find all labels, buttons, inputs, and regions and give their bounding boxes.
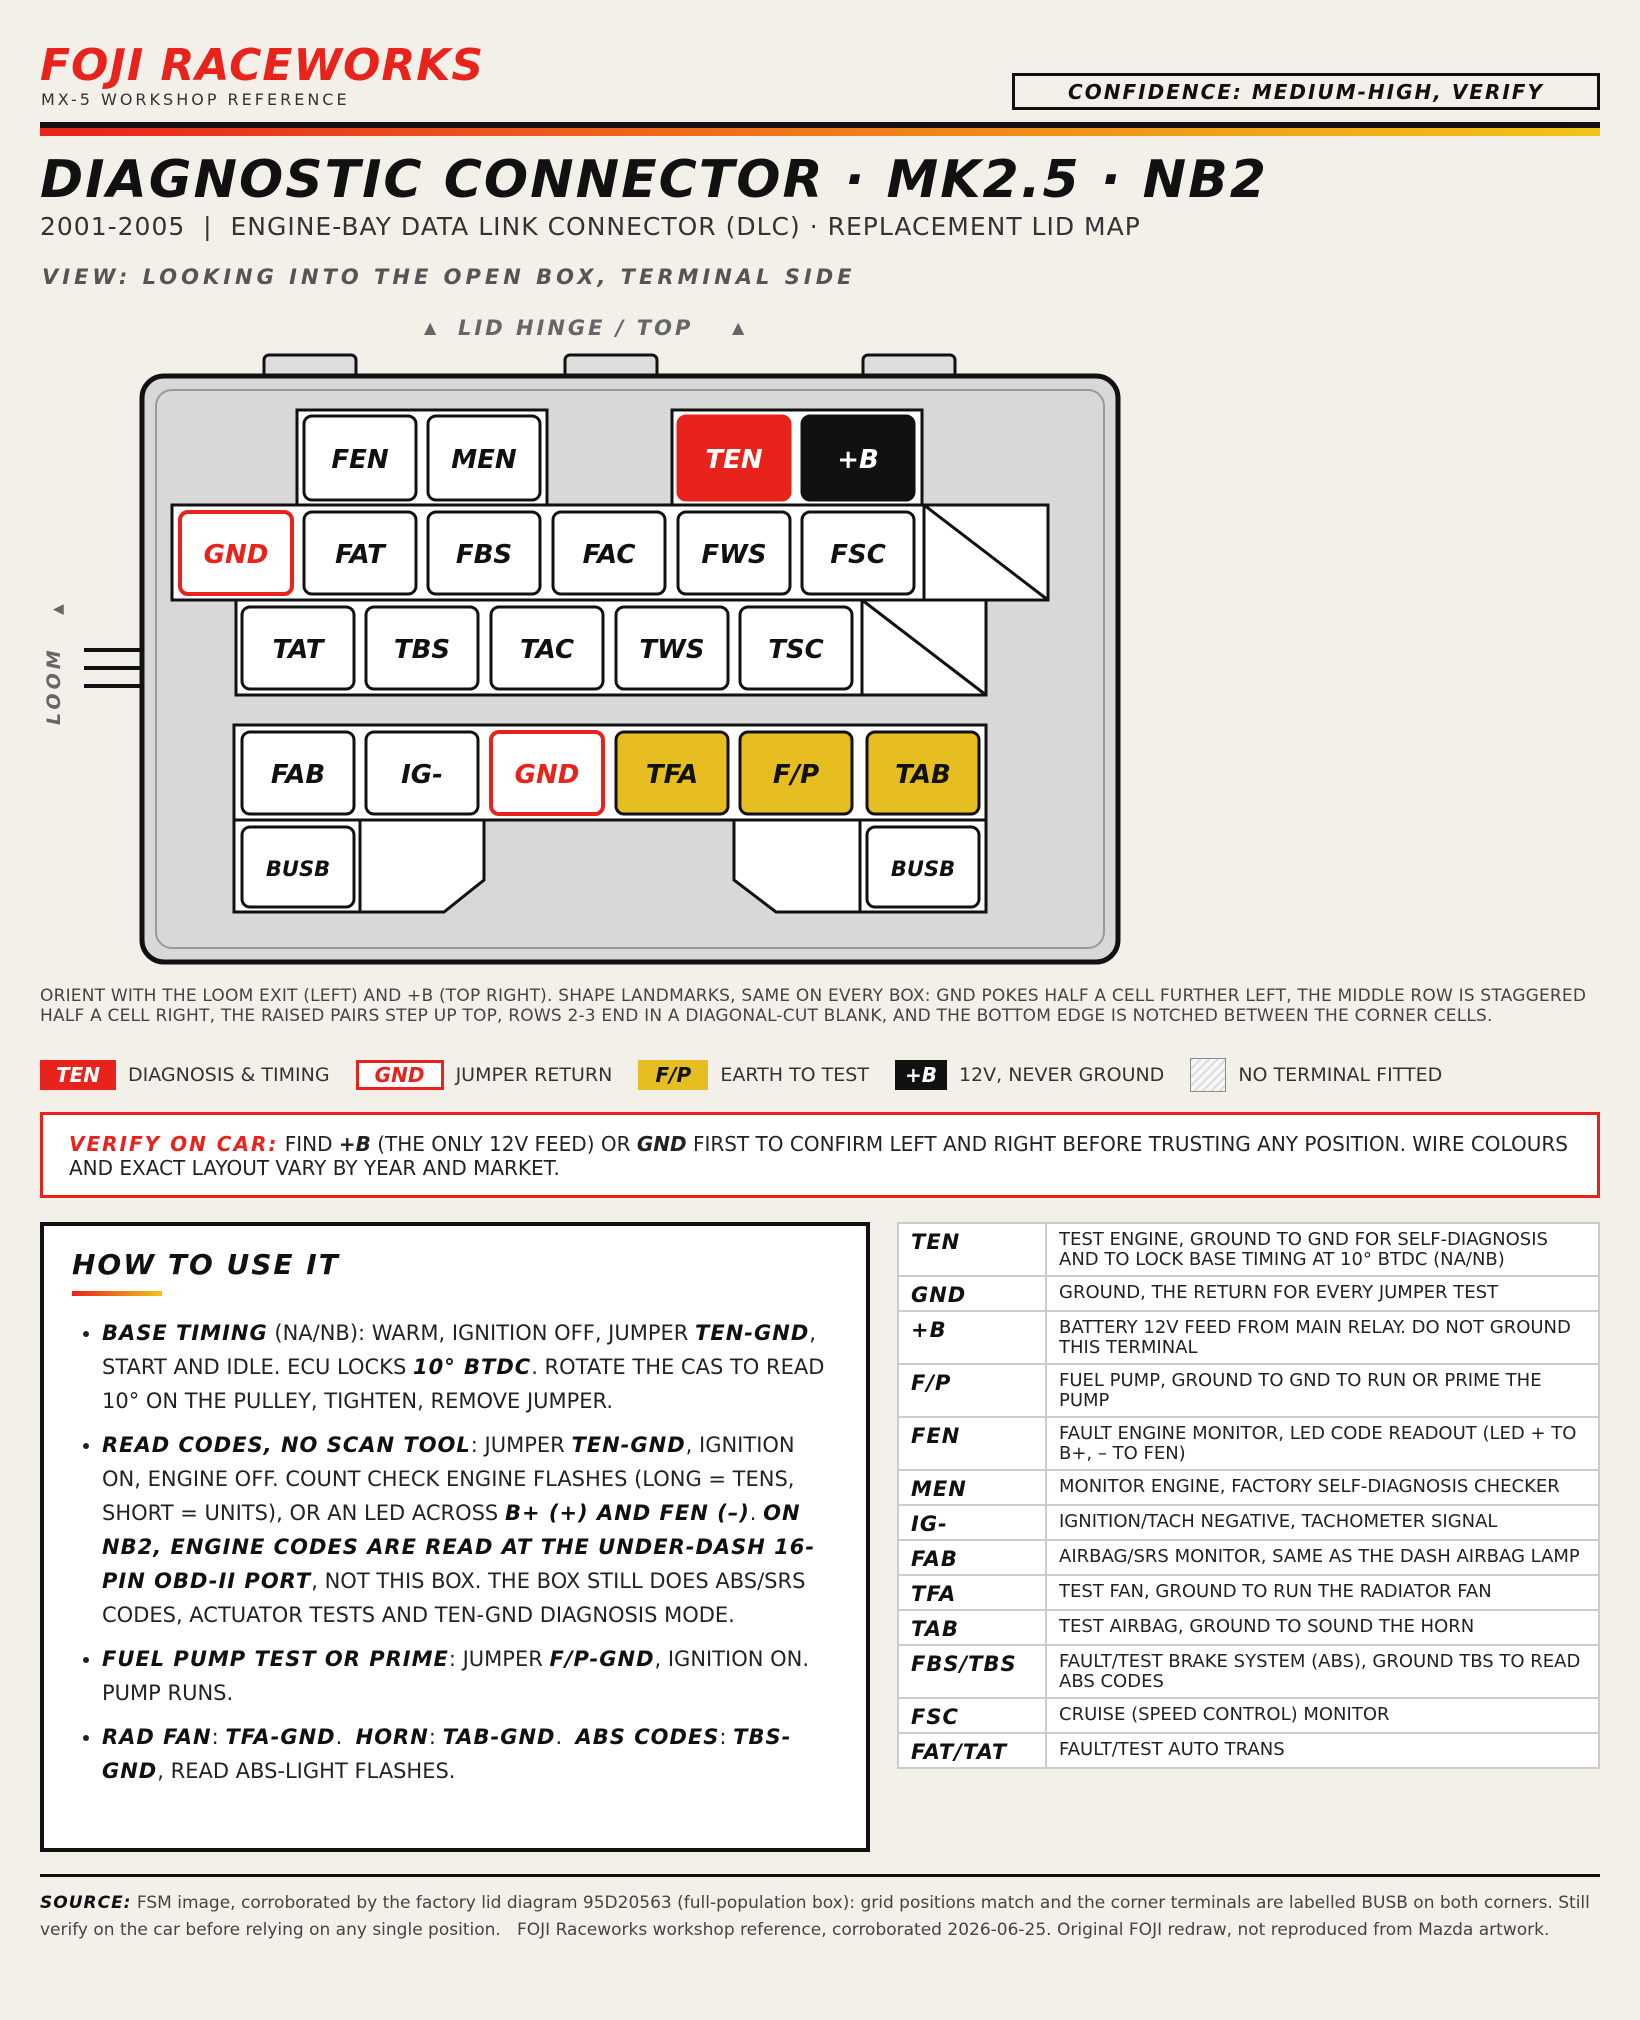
svg-text:FEN: FEN: [331, 445, 389, 475]
term-description: CRUISE (SPEED CONTROL) MONITOR: [1046, 1698, 1599, 1733]
terminal-fac[interactable]: [553, 512, 665, 594]
terminal-gnd-lower[interactable]: [491, 732, 603, 814]
verify-emph-gnd: GND: [636, 1132, 687, 1156]
step-text: :: [428, 1725, 443, 1749]
term-description: TEST AIRBAG, GROUND TO SOUND THE HORN: [1046, 1610, 1599, 1645]
term-code: TFA: [898, 1575, 1046, 1610]
page-title: DIAGNOSTIC CONNECTOR · MK2.5 · NB2: [40, 150, 1268, 210]
term-code: TEN: [898, 1223, 1046, 1276]
svg-text:BUSB: BUSB: [890, 857, 956, 881]
connector-diagram: [40, 300, 1140, 984]
step-heading: HORN: [355, 1725, 429, 1749]
hinge-arrow-left: ▲: [424, 318, 437, 337]
svg-text:GND: GND: [514, 760, 580, 790]
step-text: .: [555, 1725, 576, 1749]
term-description: FUEL PUMP, GROUND TO GND TO RUN OR PRIME THE PUMP: [1046, 1364, 1599, 1417]
term-description: AIRBAG/SRS MONITOR, SAME AS THE DASH AIRBAG LAMP: [1046, 1540, 1599, 1575]
svg-text:TFA: TFA: [645, 760, 699, 790]
verify-text: FIND: [278, 1132, 339, 1156]
svg-text:TWS: TWS: [639, 635, 705, 665]
term-description: FAULT/TEST AUTO TRANS: [1046, 1733, 1599, 1768]
svg-text:IG-: IG-: [401, 760, 443, 790]
term-code: FSC: [898, 1698, 1046, 1733]
term-code: FEN: [898, 1417, 1046, 1470]
svg-text:GND: GND: [203, 540, 269, 570]
legend-chip-fp: F/P: [638, 1060, 708, 1090]
svg-text:TAC: TAC: [519, 635, 575, 665]
terminal-fab[interactable]: [242, 732, 354, 814]
how-to-title: HOW TO USE IT: [72, 1248, 340, 1281]
term-description: TEST FAN, GROUND TO RUN THE RADIATOR FAN: [1046, 1575, 1599, 1610]
terminal-busb-right[interactable]: [867, 827, 979, 907]
term-code: +B: [898, 1311, 1046, 1364]
legend-label: DIAGNOSIS & TIMING: [128, 1064, 330, 1086]
svg-text:TBS: TBS: [393, 635, 451, 665]
step-text: : JUMPER: [448, 1647, 550, 1671]
terminal-busb-left[interactable]: [242, 827, 354, 907]
term-description: FAULT/TEST BRAKE SYSTEM (ABS), GROUND TBS TO READ ABS CODES: [1046, 1645, 1599, 1698]
step-text: , IGNITION ON. PUMP RUNS.: [102, 1647, 810, 1705]
terminal-glossary-table: [897, 1222, 1600, 1769]
term-description: IGNITION/TACH NEGATIVE, TACHOMETER SIGNAL: [1046, 1505, 1599, 1540]
verify-heading: VERIFY ON CAR:: [69, 1132, 279, 1156]
table-row: [898, 1417, 1599, 1470]
source-text: FSM image, corroborated by the factory lid diagram 95D20563 (full-population box): grid positions match and the corner terminals are labelled BUSB on both corners. Still verify on the car before relying on any single position. FOJI Raceworks workshop reference, corroborated 2026-06-25. Original FOJI redraw, not reproduced from Mazda artwork.: [40, 1893, 1596, 1940]
terminal-fp[interactable]: [740, 732, 852, 814]
step-emph: B+ (+) AND FEN (–): [504, 1501, 750, 1525]
terminal-ten[interactable]: [678, 416, 790, 500]
term-code: FAT/TAT: [898, 1733, 1046, 1768]
svg-text:FSC: FSC: [830, 540, 886, 570]
how-to-list: [72, 1316, 838, 1788]
term-code: GND: [898, 1276, 1046, 1311]
terminal-fat[interactable]: [304, 512, 416, 594]
step-text: . ROTATE THE CAS TO READ 10° ON THE PULLEY, TIGHTEN, REMOVE JUMPER.: [102, 1355, 825, 1413]
step-heading: BASE TIMING: [102, 1321, 268, 1345]
term-code: IG-: [898, 1505, 1046, 1540]
term-description: FAULT ENGINE MONITOR, LED CODE READOUT (LED + TO B+, – TO FEN): [1046, 1417, 1599, 1470]
orientation-note: ORIENT WITH THE LOOM EXIT (LEFT) AND +B (TOP RIGHT). SHAPE LANDMARKS, SAME ON EVERY BOX: GND POKES HALF A CELL FURTHER LEFT, THE MIDDLE ROW IS STAGGERED HALF A CELL RIGHT, THE RAISED PAIRS STEP UP TOP, ROWS 2-3 END IN A DIAGONAL-CUT BLANK, AND THE BOTTOM EDGE IS NOTCHED BETWEEN THE CORNER CELLS.: [40, 986, 1587, 1026]
list-item: [102, 1720, 838, 1788]
svg-text:FAT: FAT: [335, 540, 385, 570]
table-row: [898, 1276, 1599, 1311]
legend-label: EARTH TO TEST: [720, 1064, 869, 1086]
verify-callout: [40, 1112, 1600, 1198]
svg-text:FWS: FWS: [701, 540, 767, 570]
terminal-fws[interactable]: [678, 512, 790, 594]
step-text: :: [719, 1725, 734, 1749]
term-code: TAB: [898, 1610, 1046, 1645]
terminal-tab[interactable]: [867, 732, 979, 814]
legend-label: NO TERMINAL FITTED: [1238, 1064, 1443, 1086]
step-heading: READ CODES, NO SCAN TOOL: [102, 1433, 471, 1457]
legend-item-blank: [1190, 1058, 1442, 1092]
table-row: [898, 1610, 1599, 1645]
table-row: [898, 1223, 1599, 1276]
step-emph: TEN-GND: [695, 1321, 810, 1345]
terminal-plus-b[interactable]: [802, 416, 914, 500]
step-text: :: [211, 1725, 226, 1749]
svg-text:BUSB: BUSB: [265, 857, 331, 881]
step-emph: ON NB2, ENGINE CODES ARE READ AT THE UNDER-DASH 16-PIN OBD-II PORT: [102, 1501, 816, 1593]
verify-text: (THE ONLY 12V FEED) OR: [370, 1132, 637, 1156]
term-code: FAB: [898, 1540, 1046, 1575]
page-subtitle: 2001-2005 | ENGINE-BAY DATA LINK CONNECTOR (DLC) · REPLACEMENT LID MAP: [40, 212, 1141, 241]
loom-arrow: ▲: [50, 604, 66, 615]
legend-chip-gnd: GND: [356, 1060, 444, 1090]
legend-label: JUMPER RETURN: [455, 1064, 613, 1086]
table-row: [898, 1311, 1599, 1364]
svg-text:FAC: FAC: [582, 540, 636, 570]
confidence-badge: CONFIDENCE: MEDIUM-HIGH, VERIFY: [1012, 73, 1600, 110]
terminal-fen[interactable]: [304, 416, 416, 500]
brand-logo: FOJI RACEWORKS: [40, 40, 485, 91]
verify-text: FIRST TO CONFIRM LEFT AND RIGHT BEFORE TRUSTING ANY POSITION. WIRE COLOURS AND EXACT LAYOUT VARY BY YEAR AND MARKET.: [69, 1132, 1568, 1180]
svg-text:TAB: TAB: [895, 760, 951, 790]
step-text: , IGNITION ON, ENGINE OFF. COUNT CHECK ENGINE FLASHES (LONG = TENS, SHORT = UNITS), OR AN LED ACROSS: [102, 1433, 795, 1525]
terminal-fbs[interactable]: [428, 512, 540, 594]
how-to-panel: [40, 1222, 870, 1852]
legend-item-gnd: [356, 1060, 613, 1090]
term-code: MEN: [898, 1470, 1046, 1505]
footer-rule: [40, 1874, 1600, 1877]
step-heading: ABS CODES: [575, 1725, 720, 1749]
legend-item-ten: [40, 1060, 330, 1090]
step-text: .: [335, 1725, 356, 1749]
svg-text:FBS: FBS: [455, 540, 513, 570]
step-heading: RAD FAN: [102, 1725, 212, 1749]
terminal-tws[interactable]: [616, 607, 728, 689]
step-emph: 10° BTDC: [412, 1355, 532, 1379]
term-code: F/P: [898, 1364, 1046, 1417]
list-item: [102, 1316, 838, 1418]
terminal-men[interactable]: [428, 416, 540, 500]
terminal-ig-minus[interactable]: [366, 732, 478, 814]
step-text: , NOT THIS BOX. THE BOX STILL DOES ABS/SRS CODES, ACTUATOR TESTS AND TEN-GND DIAGNOSIS MODE.: [102, 1569, 806, 1627]
legend-chip-plus-b: +B: [895, 1060, 947, 1090]
table-row: [898, 1733, 1599, 1768]
terminal-tac[interactable]: [491, 607, 603, 689]
legend: [40, 1058, 1468, 1092]
step-emph: TBS-GND: [102, 1725, 792, 1783]
brand-subtitle: MX-5 WORKSHOP REFERENCE: [41, 90, 350, 109]
term-code: FBS/TBS: [898, 1645, 1046, 1698]
table-row: [898, 1645, 1599, 1698]
step-heading: FUEL PUMP TEST OR PRIME: [102, 1647, 449, 1671]
table-row: [898, 1540, 1599, 1575]
svg-text:TSC: TSC: [768, 635, 824, 665]
step-text: (NA/NB): WARM, IGNITION OFF, JUMPER: [267, 1321, 696, 1345]
view-label: VIEW: LOOKING INTO THE OPEN BOX, TERMINAL SIDE: [42, 265, 856, 289]
term-description: BATTERY 12V FEED FROM MAIN RELAY. DO NOT GROUND THIS TERMINAL: [1046, 1311, 1599, 1364]
step-text: .: [749, 1501, 764, 1525]
step-text: , READ ABS-LIGHT FLASHES.: [157, 1759, 456, 1783]
svg-text:FAB: FAB: [270, 760, 326, 790]
terminal-fsc[interactable]: [802, 512, 914, 594]
svg-text:MEN: MEN: [451, 445, 517, 475]
terminal-tfa[interactable]: [616, 732, 728, 814]
verify-emph-b: +B: [338, 1132, 371, 1156]
step-emph: F/P-GND: [549, 1647, 655, 1671]
table-row: [898, 1364, 1599, 1417]
lid-hinge-label: LID HINGE / TOP: [458, 316, 694, 340]
terminal-tat[interactable]: [242, 607, 354, 689]
how-to-accent-rule: [72, 1291, 162, 1296]
list-item: [102, 1428, 838, 1632]
step-emph: TEN-GND: [571, 1433, 686, 1457]
svg-text:+B: +B: [837, 445, 879, 475]
table-row: [898, 1698, 1599, 1733]
table-row: [898, 1575, 1599, 1610]
source-footnote: [40, 1890, 1610, 1944]
loom-label: LOOM: [43, 646, 65, 725]
list-item: [102, 1642, 838, 1710]
table-row: [898, 1505, 1599, 1540]
svg-text:TEN: TEN: [705, 445, 763, 475]
step-text: , START AND IDLE. ECU LOCKS: [102, 1321, 816, 1379]
term-description: TEST ENGINE, GROUND TO GND FOR SELF-DIAGNOSIS AND TO LOCK BASE TIMING AT 10° BTDC (NA/NB): [1046, 1223, 1599, 1276]
terminal-tsc[interactable]: [740, 607, 852, 689]
hinge-arrow-right: ▲: [732, 318, 745, 337]
term-description: MONITOR ENGINE, FACTORY SELF-DIAGNOSIS CHECKER: [1046, 1470, 1599, 1505]
svg-text:TAT: TAT: [272, 635, 324, 665]
legend-label: 12V, NEVER GROUND: [958, 1064, 1165, 1086]
legend-chip-ten: TEN: [40, 1060, 116, 1090]
hatched-swatch: [1190, 1058, 1226, 1092]
step-emph: TFA-GND: [225, 1725, 336, 1749]
header-rule: [40, 122, 1600, 136]
source-label: SOURCE:: [40, 1893, 132, 1913]
term-description: GROUND, THE RETURN FOR EVERY JUMPER TEST: [1046, 1276, 1599, 1311]
legend-item-fp: [638, 1060, 869, 1090]
table-row: [898, 1470, 1599, 1505]
terminal-gnd[interactable]: [180, 512, 292, 594]
terminal-tbs[interactable]: [366, 607, 478, 689]
step-emph: TAB-GND: [442, 1725, 556, 1749]
svg-text:F/P: F/P: [772, 760, 820, 790]
legend-item-plus-b: [895, 1060, 1164, 1090]
step-text: : JUMPER: [470, 1433, 572, 1457]
